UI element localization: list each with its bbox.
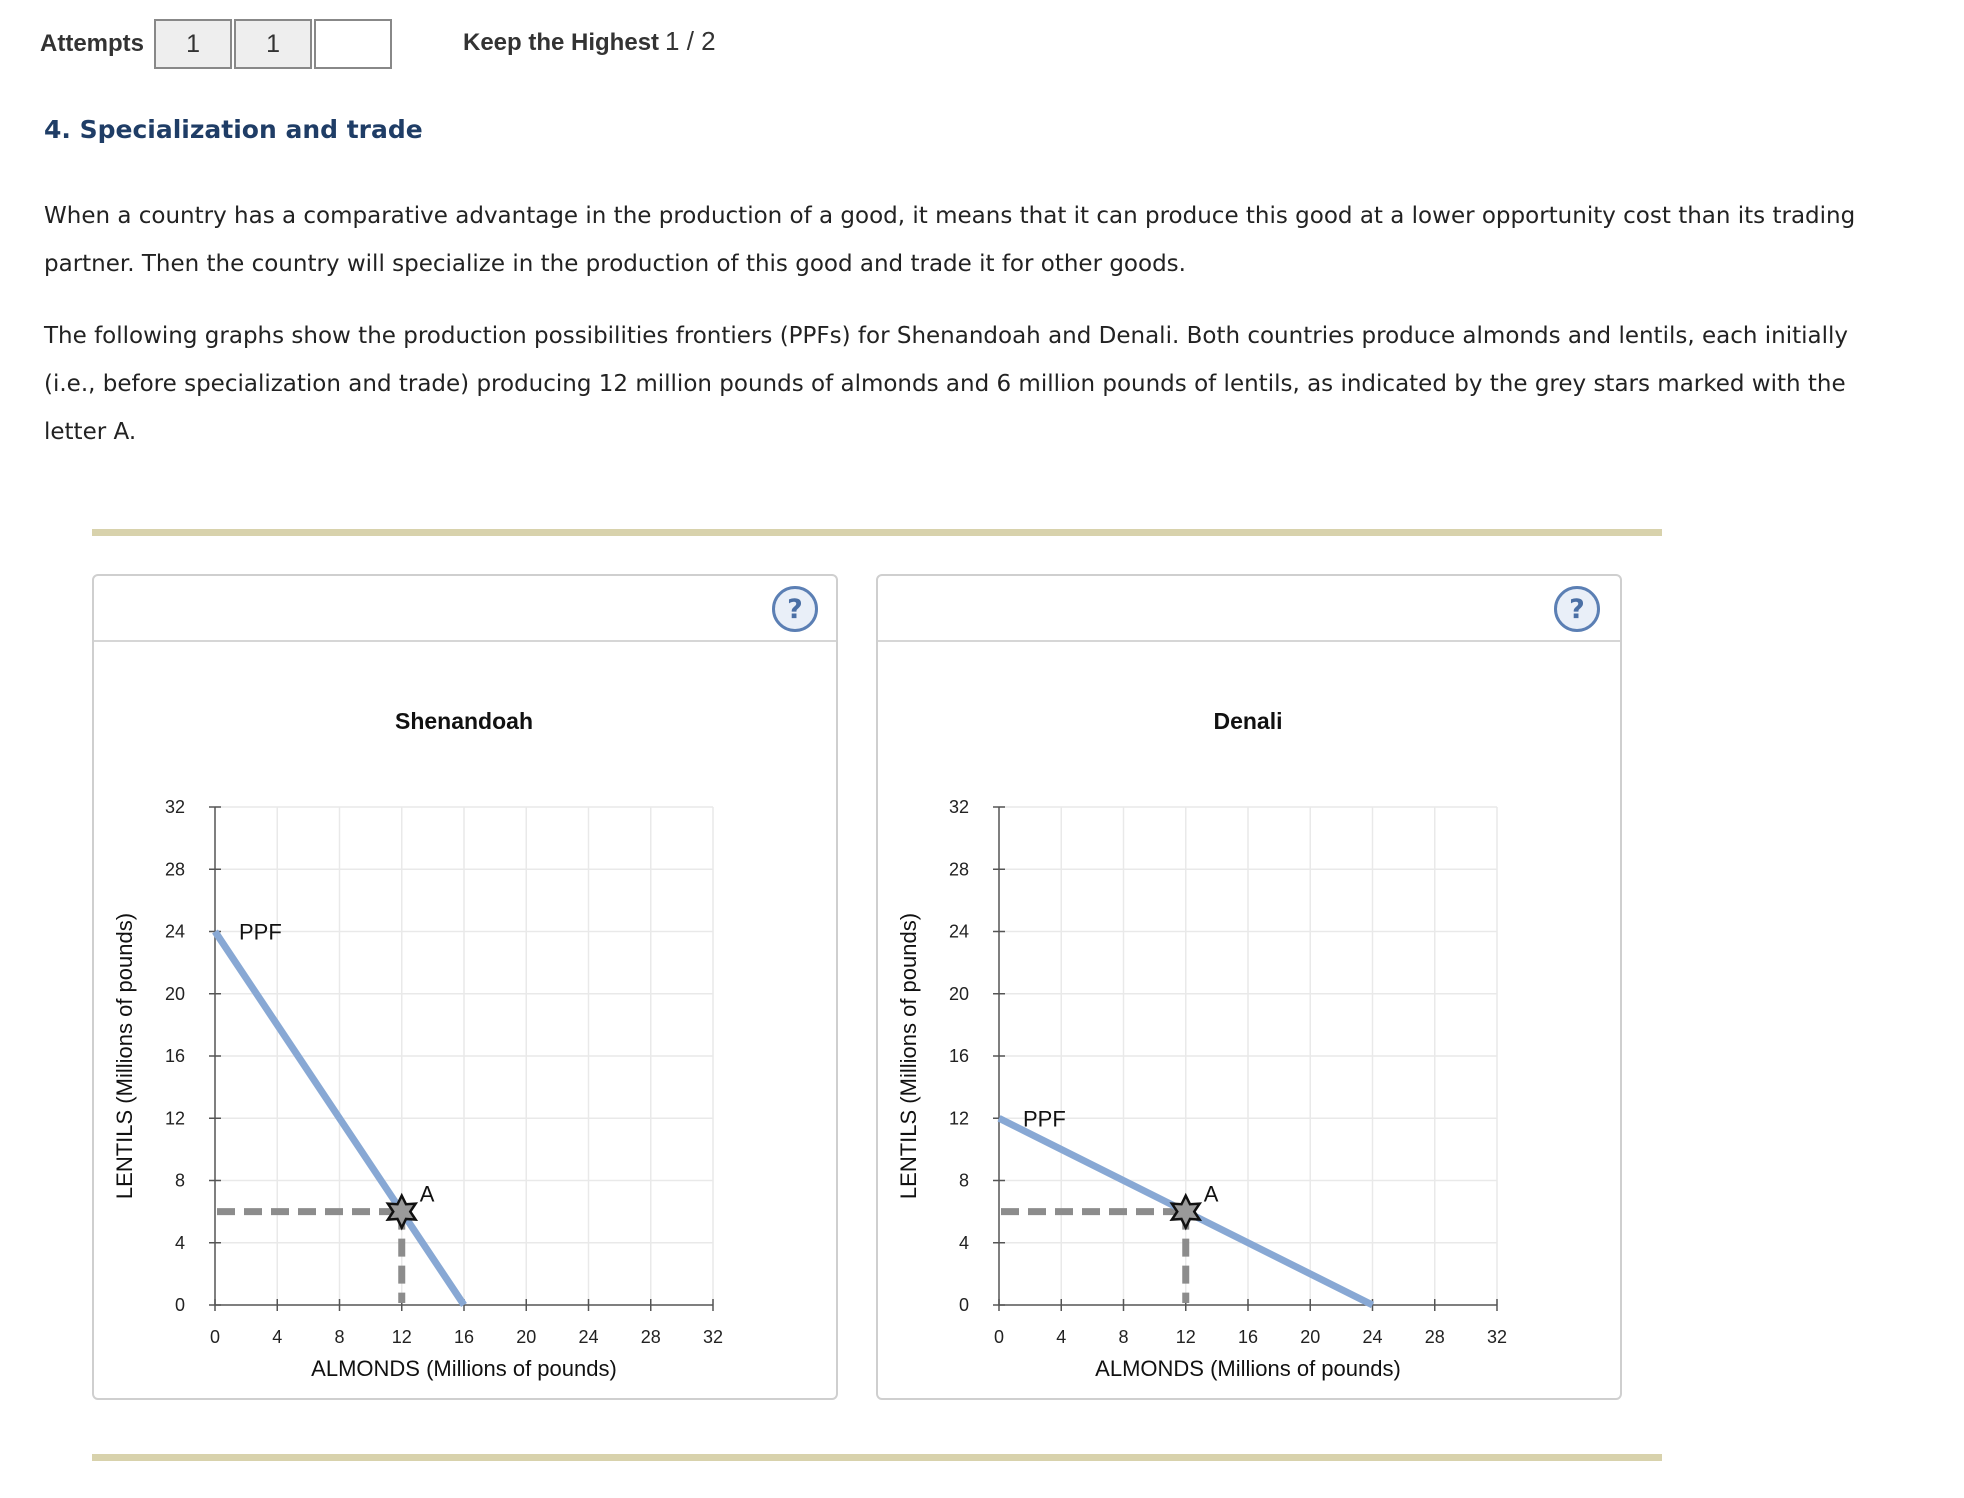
x-tick-label: 12 [391, 1327, 412, 1347]
bottom-divider [92, 1454, 1662, 1461]
attempts-bar [40, 18, 394, 70]
y-tick-label: 0 [174, 1295, 185, 1315]
x-tick-label: 28 [1424, 1327, 1445, 1347]
ppf-label: PPF [1023, 1106, 1066, 1132]
question-title: 4. Specialization and trade [44, 115, 423, 144]
y-tick-label: 24 [164, 921, 185, 942]
x-tick-label: 0 [993, 1327, 1005, 1347]
y-tick-label: 32 [164, 797, 185, 817]
x-tick-label: 28 [640, 1327, 661, 1347]
y-tick-label: 16 [948, 1046, 969, 1066]
x-tick-label: 12 [1175, 1327, 1196, 1347]
x-tick-label: 24 [1362, 1327, 1383, 1347]
x-tick-label: 8 [1118, 1327, 1129, 1347]
shenandoah-graph-panel [92, 574, 838, 1400]
intro-paragraph: When a country has a comparative advantage in the production of a good, it means that it can produce this good at a lower opportunity cost than its trading partner. Then the country will specialize in the production of this good and trade it for other goods. [44, 203, 1856, 277]
x-tick-label: 4 [1056, 1327, 1067, 1347]
x-tick-label: 32 [1486, 1327, 1508, 1347]
y-tick-label: 28 [164, 859, 185, 880]
x-tick-label: 16 [1237, 1327, 1259, 1347]
attempt-box-3 [314, 19, 392, 69]
graphs-description-paragraph: The following graphs show the production possibilities frontiers (PPFs) for Shenandoah and Denali. Both countries produce almonds and lentils, each initially (i.e., before specialization and trade) producing 12 million pounds of almonds and 6 million pounds of lentils, as indicated by the grey stars marked with the letter A. [44, 323, 1848, 445]
y-tick-label: 12 [164, 1108, 185, 1129]
question-mark-icon: ? [787, 593, 803, 625]
y-tick-label: 24 [948, 921, 969, 942]
attempt-box-2: 1 [234, 19, 312, 69]
shenandoah-ppf-chart [94, 576, 836, 1398]
question-mark-icon: ? [1569, 593, 1585, 625]
x-tick-label: 24 [578, 1327, 599, 1347]
x-tick-label: 16 [453, 1327, 475, 1347]
grading-policy [463, 26, 716, 57]
y-axis-label: LENTILS (Millions of pounds) [896, 912, 921, 1200]
attempts-label: Attempts [40, 30, 145, 57]
denali-graph-panel [876, 574, 1622, 1400]
x-tick-label: 32 [702, 1327, 724, 1347]
point-a-star-icon [1172, 1196, 1200, 1228]
grading-label: Keep the Highest [463, 29, 660, 56]
top-divider [92, 529, 1662, 536]
y-tick-label: 0 [958, 1295, 969, 1315]
y-tick-label: 32 [948, 797, 969, 817]
x-tick-label: 0 [209, 1327, 221, 1347]
x-tick-label: 8 [334, 1327, 345, 1347]
attempt-box-1: 1 [154, 19, 232, 69]
point-a-label: A [1203, 1181, 1219, 1207]
x-tick-label: 20 [516, 1327, 537, 1347]
y-tick-label: 8 [174, 1170, 185, 1191]
x-axis-label: ALMONDS (Millions of pounds) [311, 1356, 617, 1381]
grading-score: 1 / 2 [665, 26, 716, 56]
y-tick-label: 20 [948, 983, 969, 1004]
y-tick-label: 12 [948, 1108, 969, 1129]
denali-ppf-chart [878, 576, 1620, 1398]
y-tick-label: 8 [958, 1170, 969, 1191]
y-axis-label: LENTILS (Millions of pounds) [112, 912, 137, 1200]
y-tick-label: 20 [164, 983, 185, 1004]
ppf-label: PPF [239, 919, 282, 945]
y-tick-label: 4 [174, 1232, 185, 1253]
y-tick-label: 28 [948, 859, 969, 880]
y-tick-label: 16 [164, 1046, 185, 1066]
y-tick-label: 4 [958, 1232, 969, 1253]
x-tick-label: 20 [1300, 1327, 1321, 1347]
x-tick-label: 4 [272, 1327, 283, 1347]
chart-title: Shenandoah [394, 708, 534, 734]
x-axis-label: ALMONDS (Millions of pounds) [1095, 1356, 1401, 1381]
point-a-label: A [419, 1181, 435, 1207]
chart-title: Denali [1213, 708, 1283, 734]
